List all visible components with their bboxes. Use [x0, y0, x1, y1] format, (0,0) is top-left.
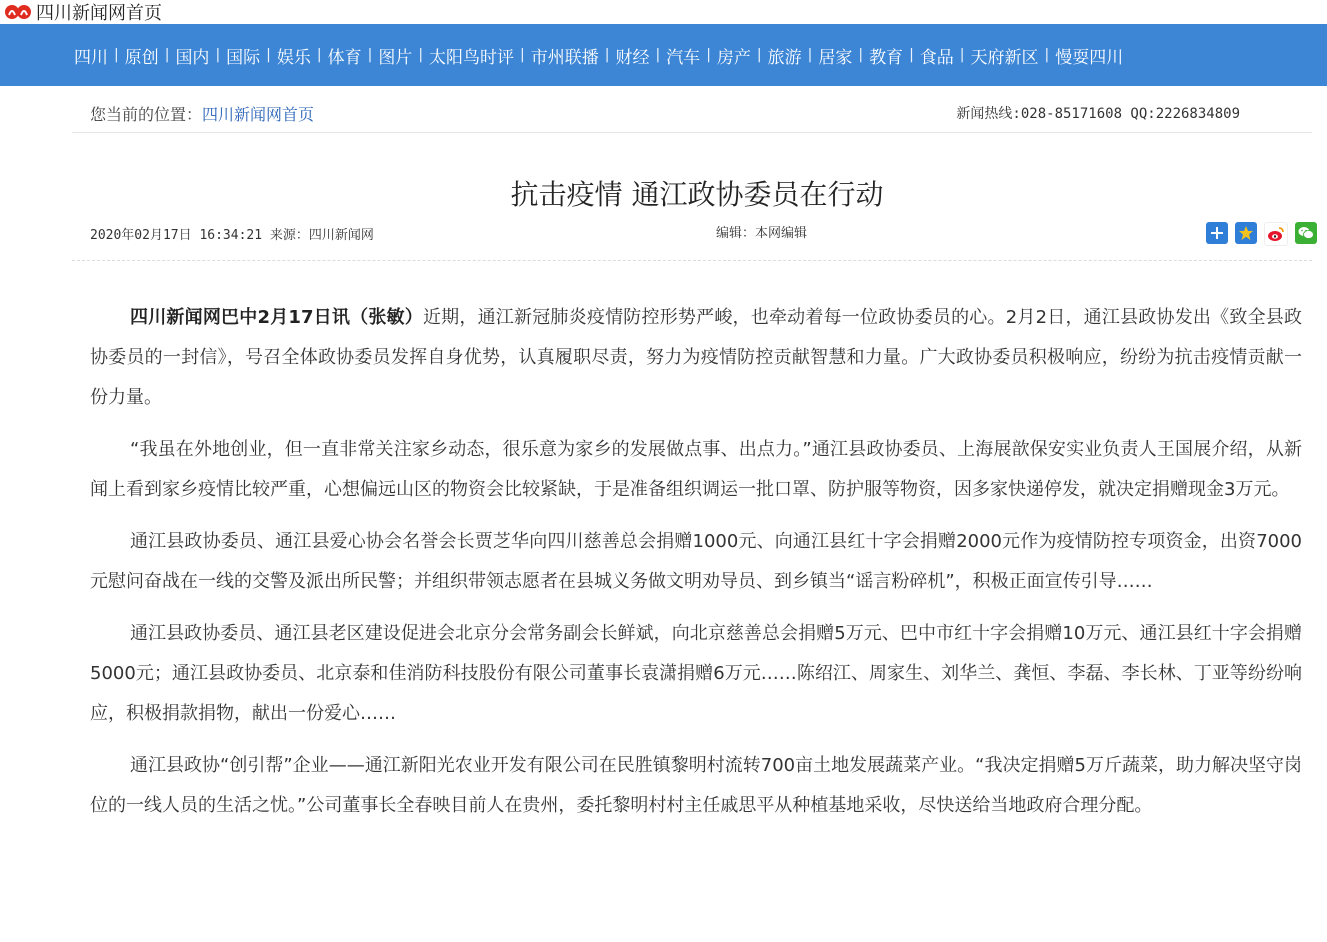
nav-item-6[interactable]: 体育: [327, 47, 362, 68]
breadcrumb-label: 您当前的位置：: [90, 105, 203, 124]
breadcrumb-home-link[interactable]: 四川新闻网首页: [202, 105, 315, 124]
nav-item-14[interactable]: 居家: [818, 47, 853, 68]
nav-item-16[interactable]: 食品: [919, 47, 954, 68]
main-nav: [74, 24, 1123, 86]
article-paragraph-3: 通江县政协委员、通江县爱心协会名誉会长贾芝华向四川慈善总会捐赠1000元、向通江县红十字会捐赠2000元作为疫情防控专项资金，出资7000元慰问奋战在一线的交警及派出所民警；并组织带领志愿者在县城义务做文明劝导员、到乡镇当“谣言粉碎机”，积极正面宣传引导……: [90, 531, 1302, 592]
nav-separator: |: [164, 47, 170, 63]
article-body: [90, 298, 1302, 838]
nav-separator: |: [316, 47, 322, 63]
wechat-icon[interactable]: [1295, 222, 1317, 244]
nav-separator: |: [604, 47, 610, 63]
nav-item-3[interactable]: 国内: [175, 47, 210, 68]
meta-divider: [72, 260, 1312, 261]
paragraph-text: 近期，通江新冠肺炎疫情防控形势严峻，也牵动着每一位政协委员的心。2月2日，通江县政协发出《致全县政协委员的一封信》，号召全体政协委员发挥自身优势，认真履职尽责，努力为疫情防控贡献智慧和力量。广大政协委员积极响应，纷纷为抗击疫情贡献一份力量。: [90, 307, 1302, 408]
nav-separator: |: [959, 47, 965, 63]
nav-separator: |: [1044, 47, 1050, 63]
nav-item-9[interactable]: 市州联播: [530, 47, 599, 68]
article-meta: 2020年02月17日 16:34:21 来源：四川新闻网: [90, 228, 374, 243]
article-title: 抗击疫情 通江政协委员在行动: [510, 177, 884, 211]
site-home-link[interactable]: 四川新闻网首页: [36, 3, 162, 24]
nav-item-17[interactable]: 天府新区: [970, 47, 1039, 68]
nav-item-11[interactable]: 汽车: [666, 47, 701, 68]
nav-item-5[interactable]: 娱乐: [276, 47, 311, 68]
share-plus-icon[interactable]: [1206, 222, 1228, 244]
article-paragraph-4: 通江县政协委员、通江县老区建设促进会北京分会常务副会长鲜斌，向北京慈善总会捐赠5万元、巴中市红十字会捐赠10万元、通江县红十字会捐赠5000元；通江县政协委员、北京泰和佳消防科技股份有限公司董事长袁潇捐赠6万元……陈绍江、周家生、刘华兰、龚恒、李磊、李长林、丁亚等纷纷响应，积极捐款捐物，献出一份爱心……: [90, 623, 1302, 724]
nav-separator: |: [807, 47, 813, 63]
nav-item-18[interactable]: 慢耍四川: [1055, 47, 1124, 68]
nav-separator: |: [418, 47, 424, 63]
nav-item-4[interactable]: 国际: [226, 47, 261, 68]
nav-separator: |: [215, 47, 221, 63]
nav-item-7[interactable]: 图片: [378, 47, 413, 68]
news-hotline: 新闻热线:028-85171608 QQ:2226834809: [956, 106, 1240, 122]
article-editor: 编辑：本网编辑: [716, 226, 808, 241]
nav-separator: |: [909, 47, 914, 63]
scnews-logo-icon[interactable]: [4, 2, 34, 22]
qzone-star-icon[interactable]: [1235, 222, 1257, 244]
article-paragraph-1: [90, 298, 1302, 418]
nav-item-8[interactable]: 太阳鸟时评: [429, 47, 515, 68]
article-paragraph-5: 通江县政协“创引帮”企业——通江新阳光农业开发有限公司在民胜镇黎明村流转700亩土地发展蔬菜产业。“我决定捐赠5万斤蔬菜，助力解决坚守岗位的一线人员的生活之忧。”公司董事长全春映目前人在贵州，委托黎明村村主任戚思平从种植基地采收，尽快送给当地政府合理分配。: [90, 755, 1302, 816]
main-nav-bar: [0, 24, 1327, 86]
nav-item-10[interactable]: 财经: [615, 47, 650, 68]
nav-separator: |: [858, 47, 864, 63]
nav-separator: |: [114, 47, 119, 63]
article-paragraph-2: “我虽在外地创业，但一直非常关注家乡动态，很乐意为家乡的发展做点事、出点力。”通江县政协委员、上海展歆保安实业负责人王国展介绍，从新闻上看到家乡疫情比较严重，心想偏远山区的物资会比较紧缺，于是准备组织调运一批口罩、防护服等物资，因多家快递停发，就决定捐赠现金3万元。: [90, 439, 1302, 500]
nav-separator: |: [367, 47, 373, 63]
top-logo-bar: [0, 0, 1327, 24]
nav-item-13[interactable]: 旅游: [767, 47, 802, 68]
nav-separator: |: [655, 47, 661, 63]
nav-item-12[interactable]: 房产: [716, 47, 751, 68]
article-lead: 四川新闻网巴中2月17日讯（张敏）: [130, 307, 423, 328]
weibo-icon[interactable]: [1264, 222, 1288, 246]
nav-separator: |: [266, 47, 271, 63]
breadcrumb: [72, 94, 1312, 133]
share-toolbar: [1206, 222, 1317, 246]
nav-separator: |: [520, 47, 525, 63]
nav-item-15[interactable]: 教育: [869, 47, 904, 68]
nav-item-1[interactable]: 四川: [74, 47, 108, 68]
nav-separator: |: [706, 47, 711, 63]
nav-separator: |: [756, 47, 762, 63]
nav-item-2[interactable]: 原创: [124, 47, 159, 68]
